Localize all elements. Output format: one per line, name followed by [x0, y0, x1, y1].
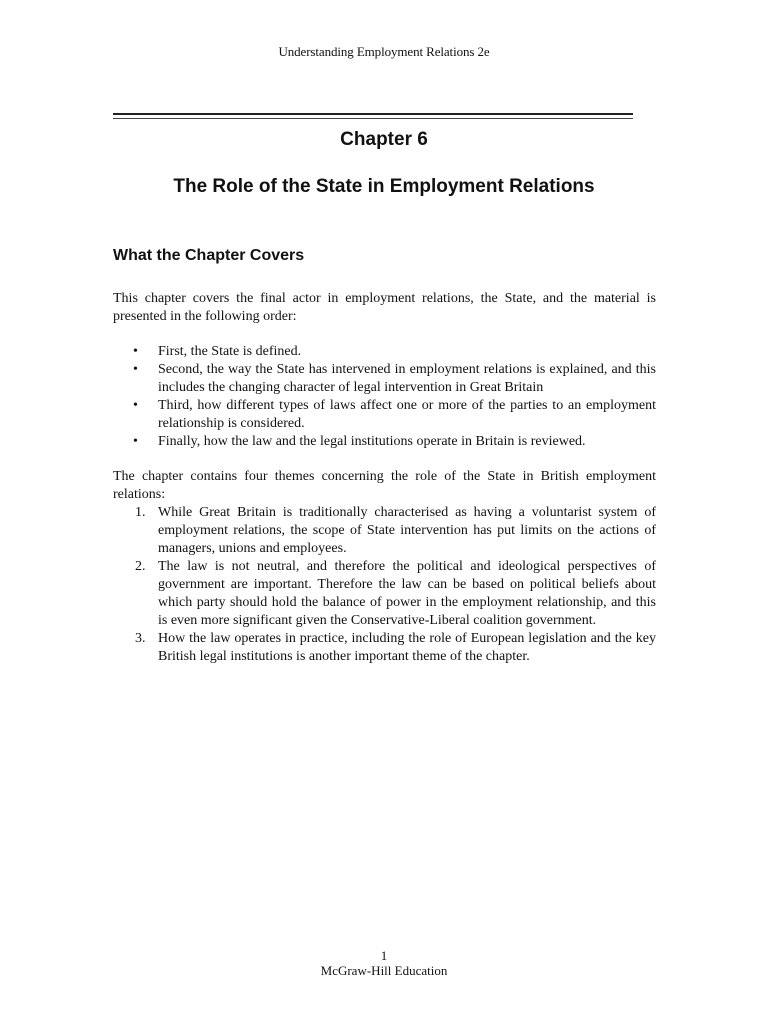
- chapter-number: Chapter 6: [340, 129, 428, 150]
- bullet-item: [113, 343, 656, 361]
- bullet-marker: •: [133, 344, 138, 359]
- themes-intro-paragraph: The chapter contains four themes concerning the role of the State in British employment relations:: [113, 469, 656, 502]
- bullet-text: First, the State is defined.: [158, 344, 302, 359]
- bullet-item: [113, 361, 656, 397]
- page-number: 1: [380, 948, 388, 963]
- bullet-text: Finally, how the law and the legal institutions operate in Britain is reviewed.: [158, 434, 586, 449]
- header-rule-thin: [113, 118, 633, 119]
- bullet-marker: •: [133, 434, 138, 449]
- theme-item: [113, 504, 656, 558]
- themes-list: [113, 504, 656, 666]
- bullet-text: Second, the way the State has intervened in employment relations is explained, and this includes the changing character of legal intervention in Great Britain: [158, 362, 656, 395]
- theme-item: [113, 630, 656, 666]
- theme-number: 1.: [135, 505, 146, 520]
- theme-number: 3.: [135, 631, 146, 646]
- bullet-marker: •: [133, 362, 138, 377]
- bullet-list: [113, 343, 656, 451]
- theme-text: While Great Britain is traditionally characterised as having a voluntarist system of employment relations, the scope of State intervention has put limits on the actions of managers, unions and employees.: [158, 505, 656, 556]
- intro-paragraph: This chapter covers the final actor in employment relations, the State, and the material is presented in the following order:: [113, 291, 656, 324]
- bullet-item: [113, 397, 656, 433]
- bullet-item: [113, 433, 656, 451]
- theme-text: How the law operates in practice, including the role of European legislation and the key British legal institutions is another important theme of the chapter.: [158, 631, 656, 664]
- theme-text: The law is not neutral, and therefore the political and ideological perspectives of government are important. Therefore the law can be based on political beliefs about which party should hold the balance of power in the employment relationship, and this is even more significant given the Conservative-Liberal coalition government.: [158, 559, 656, 628]
- running-header: Understanding Employment Relations 2e: [278, 44, 490, 59]
- chapter-title: The Role of the State in Employment Relations: [173, 176, 595, 197]
- theme-item: [113, 558, 656, 630]
- bullet-marker: •: [133, 398, 138, 413]
- section-heading: What the Chapter Covers: [113, 247, 305, 264]
- publisher-footer: McGraw-Hill Education: [320, 963, 448, 978]
- bullet-text: Third, how different types of laws affect one or more of the parties to an employment relationship is considered.: [158, 398, 656, 431]
- header-rule-thick: [113, 113, 633, 115]
- theme-number: 2.: [135, 559, 146, 574]
